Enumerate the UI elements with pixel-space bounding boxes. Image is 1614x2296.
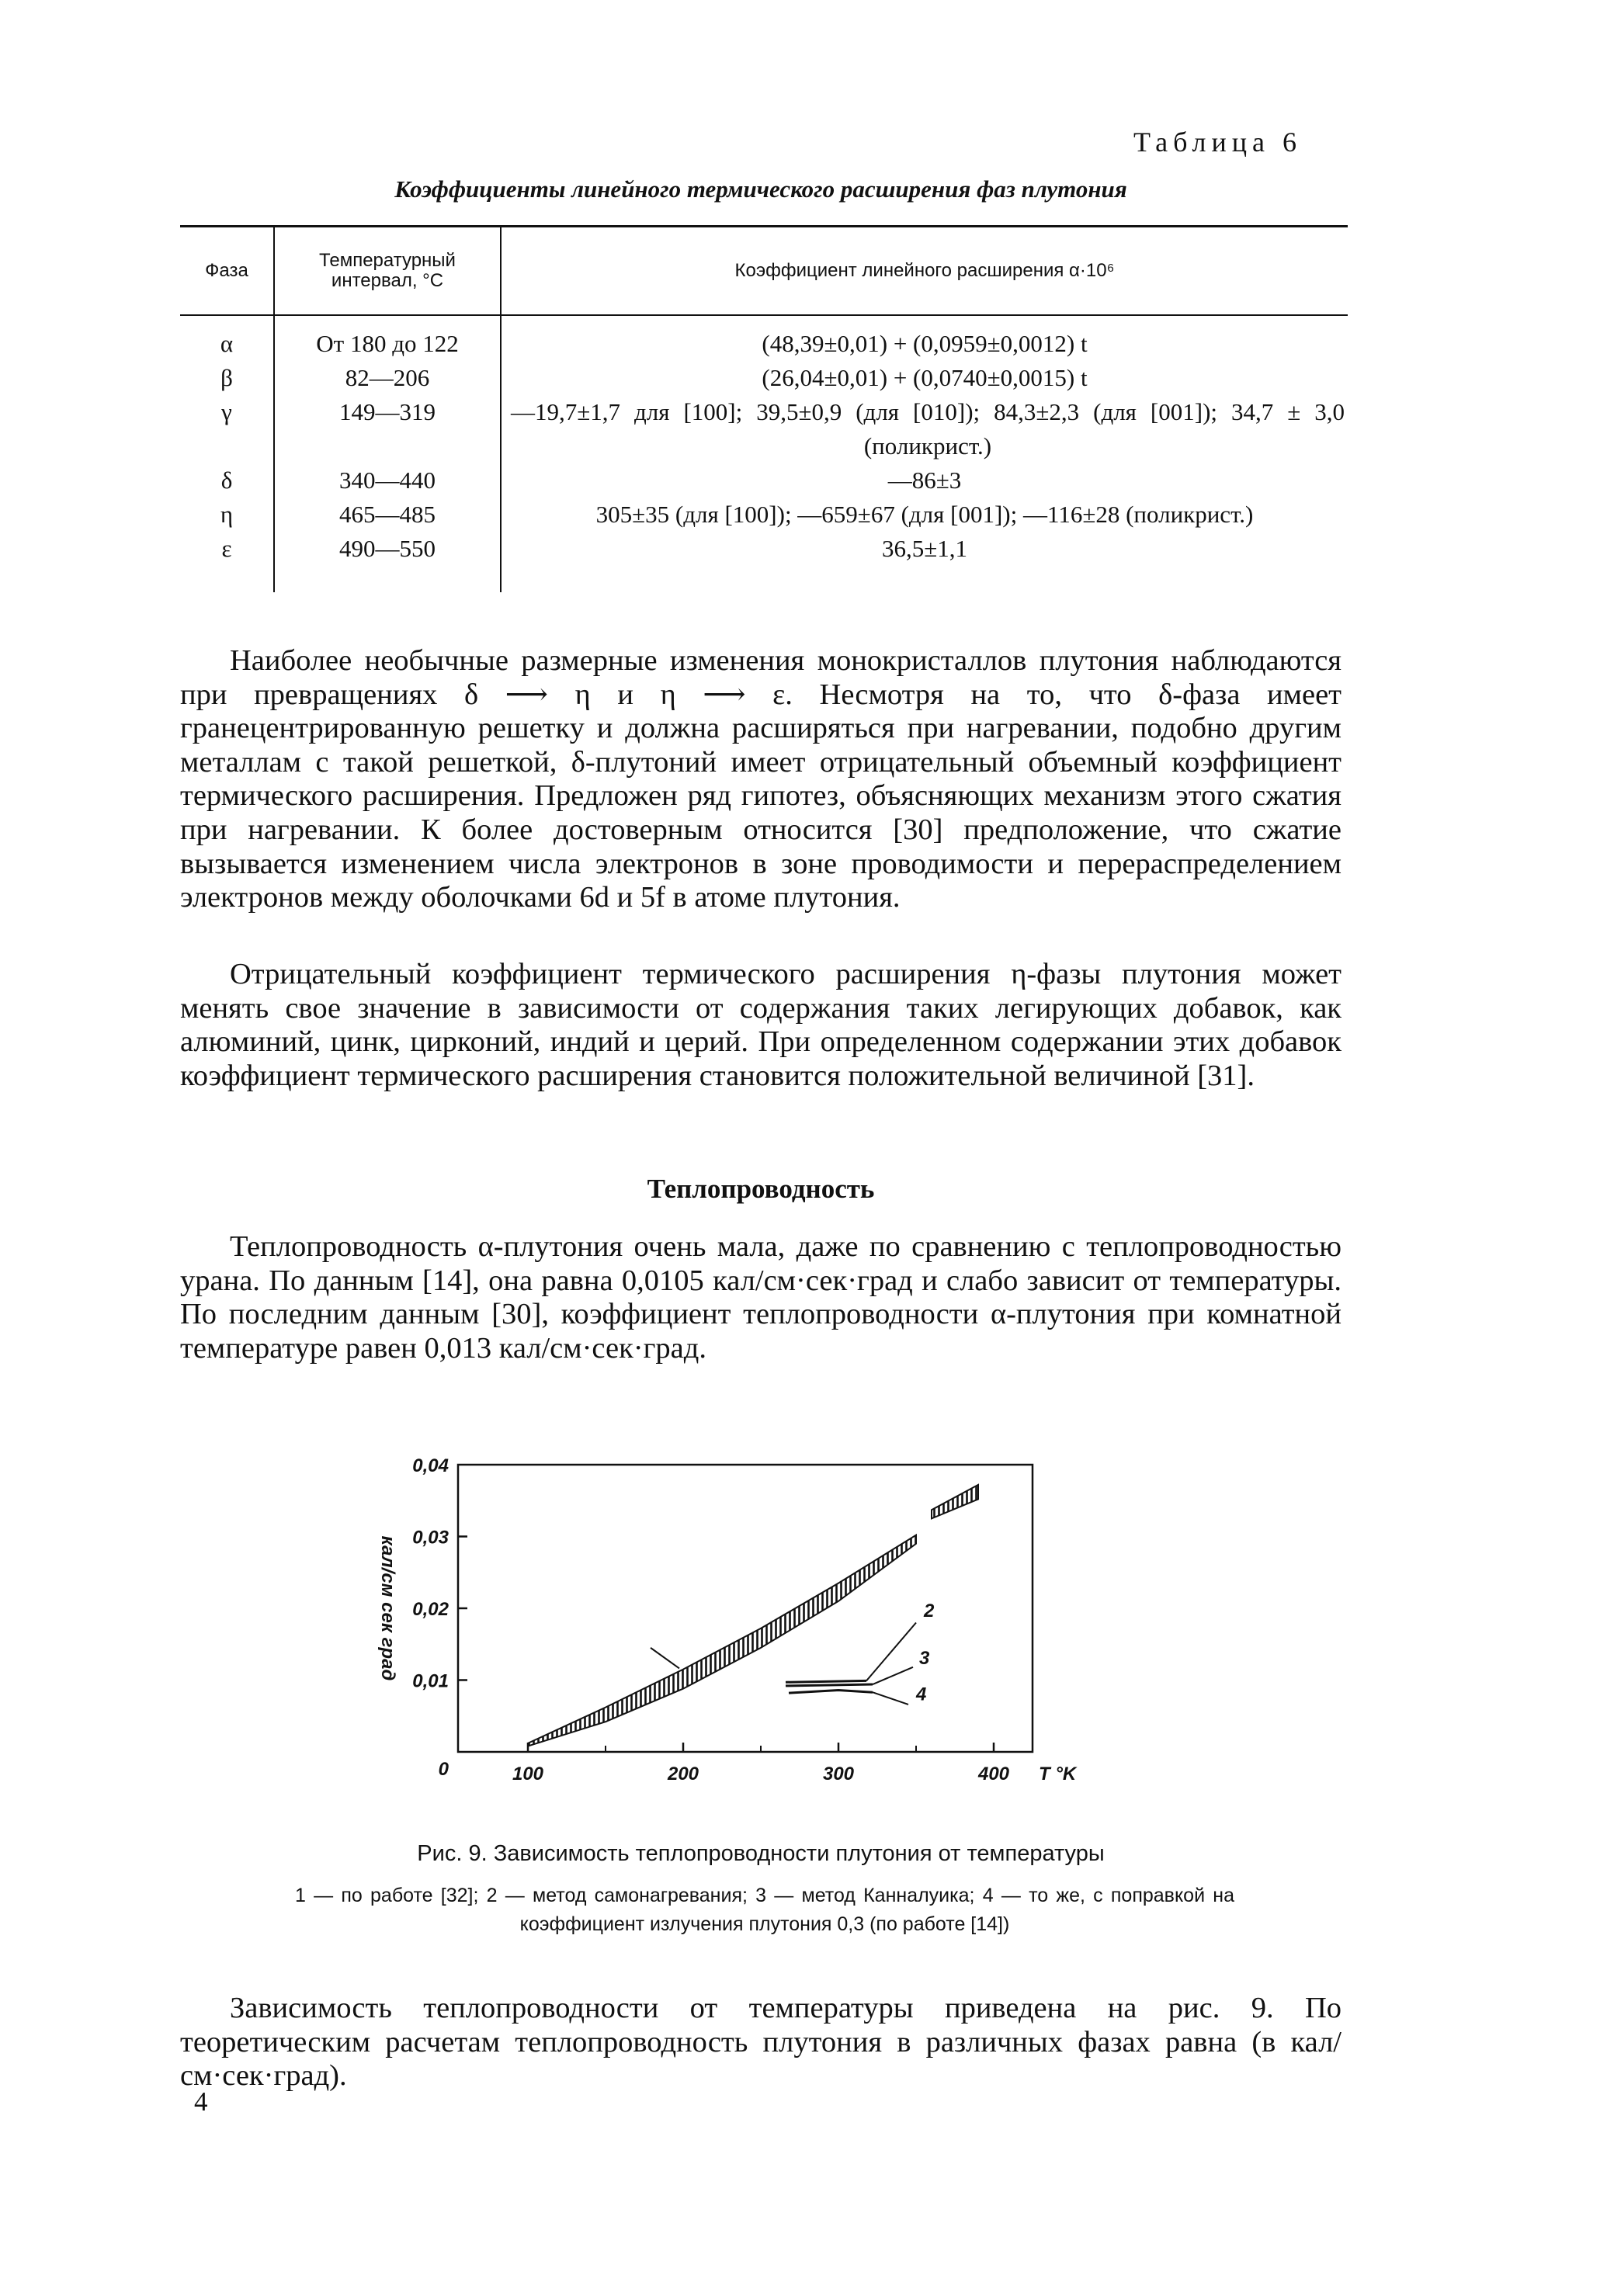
y-tick-label: 0,01 [412,1670,449,1692]
cell-range: 149—319 [274,395,501,463]
table-row [180,498,1348,532]
chart-svg [365,1440,1095,1820]
table-row [180,395,1348,463]
figure-legend: 1 — по работе [32]; 2 — метод самонагревания; 3 — метод Канналуика; 4 — то же, с поправкой на коэффициент излучения плутония 0,3 (по работе [14]) [295,1885,1234,1935]
paragraph-text: Зависимость теплопроводности от температуры приведена на рис. 9. По теоретическим расчетам теплопроводность плутония в различных фазах равна (в кал/см·сек·град). [180,1992,1342,2093]
cell-coefficient: 36,5±1,1 [881,535,967,562]
curve-leader-2 [866,1623,916,1681]
cell-phase: β [180,361,274,395]
curve-label-4: 4 [916,1684,927,1705]
paragraph-text: Отрицательный коэффициент термического расширения η-фазы плутония может менять свое значение в зависимости от содержания таких легирующих добавок, как алюминий, цинк, цирконий, индий и церий. При определенном содержании этих добавок коэффициент термического расширения становится положительной величиной [31]. [180,958,1342,1092]
table-header-row [180,227,1348,316]
y-tick-label: 0,03 [412,1527,449,1549]
section-heading: Теплопроводность [647,1174,875,1204]
header-coefficient: Коэффициент линейного расширения α·10⁶ [501,227,1348,316]
series-4-line [789,1690,873,1693]
cell-coefficient: (26,04±0,01) + (0,0740±0,0015) t [762,364,1088,391]
curve-leader-4 [873,1692,908,1705]
x-tick-label: 100 [512,1764,544,1784]
header-phase: Фаза [180,227,274,316]
cell-range: 490—550 [274,532,501,592]
table-row [180,315,1348,361]
table-label: Таблица 6 [1133,127,1302,158]
y-tick-label: 0 [438,1759,449,1780]
header-range-line2: интервал, °С [331,270,444,291]
paragraph-negative-coefficient [180,958,1342,1093]
series-1-high-band [932,1485,978,1518]
expansion-table [180,225,1348,592]
cell-coefficient: (48,39±0,01) + (0,0959±0,0012) t [762,330,1088,357]
series-1-leader [651,1648,679,1669]
cell-coefficient: —19,7±1,7 для [100]; 39,5±0,9 (для [010]); 84,3±2,3 (для [001]); 34,7 ± 3,0 (поликрист.) [511,398,1345,460]
paragraph-text: Наиболее необычные размерные изменения монокристаллов плутония наблюдаются при превращениях δ ⟶ η и η ⟶ ε. Несмотря на то, что δ-фаза имеет гранецентрированную решетку и должна расширяться при нагревании, подобно другим металлам с такой решеткой, δ-плутоний имеет отрицательный объемный коэффициент термического расширения. Предложен ряд гипотез, объясняющих механизм этого сжатия при нагревании. К более достоверным относится [30] предположение, что сжатие вызывается изменением числа электронов в зоне проводимости и перераспределением электронов между оболочками 6d и 5f в атоме плутония. [180,644,1342,914]
x-tick-label: 200 [667,1764,699,1784]
conductivity-chart [365,1440,1095,1820]
cell-range: 465—485 [274,498,501,532]
chart-text [377,1455,1078,1784]
y-tick-label: 0,04 [412,1455,449,1476]
cell-phase: α [180,315,274,361]
cell-phase: γ [180,395,274,463]
series-2-line [786,1680,866,1682]
paragraph-conductivity [180,1230,1342,1365]
cell-phase: ε [180,532,274,592]
cell-range: 82—206 [274,361,501,395]
cell-phase: δ [180,463,274,498]
series-1-band [528,1535,916,1746]
cell-coefficient: —86±3 [887,466,962,494]
header-range [274,227,501,316]
chart-marks [528,1485,978,1746]
x-tick-label: 400 [977,1764,1010,1784]
curve-label-2: 2 [924,1601,935,1622]
y-axis-label: кал/см сек град [377,1535,398,1681]
table-row [180,361,1348,395]
cell-coefficient: 305±35 (для [100]); —659±67 (для [001]); —116±28 (поликрист.) [595,501,1254,528]
header-range-line1: Температурный [319,250,456,271]
curve-leader-3 [873,1667,913,1684]
paragraph-text: Теплопроводность α-плутония очень мала, даже по сравнению с теплопроводностью урана. По данным [14], она равна 0,0105 кал/см·сек·град и слабо зависит от температуры. По последним данным [30], коэффициент теплопроводности α-плутония при комнатной температуре равен 0,013 кал/см·сек·град. [180,1230,1342,1365]
paragraph-figure-reference [180,1992,1342,2093]
x-axis-label: T °K [1039,1764,1077,1784]
cell-range: 340—440 [274,463,501,498]
page-number: 4 [194,2086,208,2117]
series-3-line [786,1684,873,1686]
cell-range: От 180 до 122 [274,315,501,361]
figure-caption: Рис. 9. Зависимость теплопроводности плутония от температуры [417,1841,1105,1866]
y-tick-label: 0,02 [412,1599,449,1620]
table-title: Коэффициенты линейного термического расширения фаз плутония [394,175,1127,203]
curve-label-3: 3 [919,1648,930,1670]
cell-phase: η [180,498,274,532]
paragraph-dimensional-changes [180,644,1342,915]
x-tick-label: 300 [822,1764,855,1784]
table-row [180,532,1348,592]
table-row [180,463,1348,498]
